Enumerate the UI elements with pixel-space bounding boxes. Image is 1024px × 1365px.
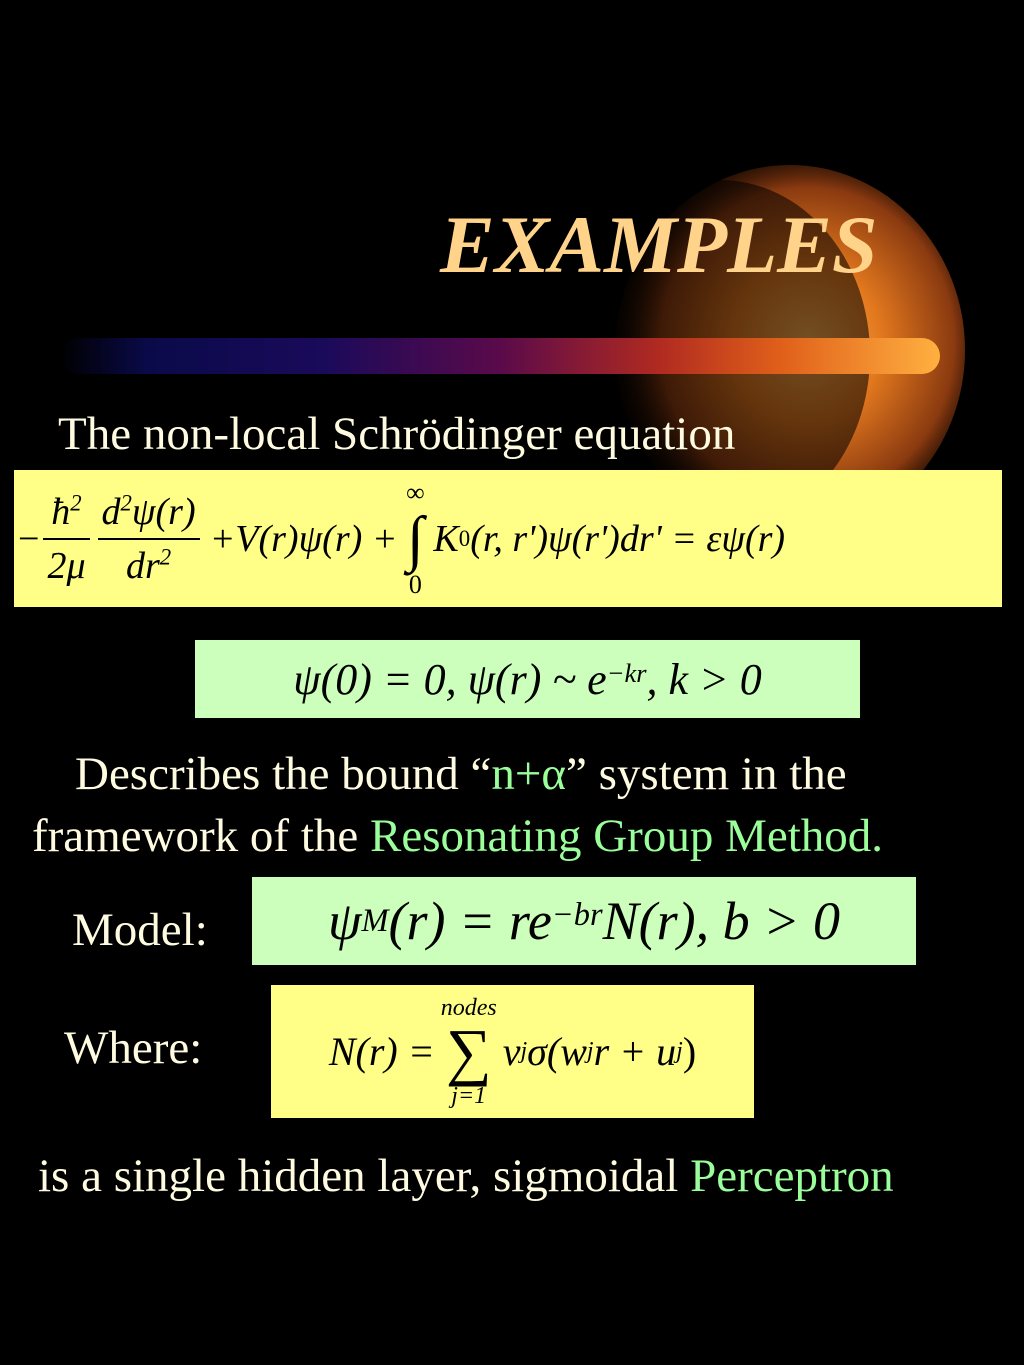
model-exponent: −br bbox=[551, 896, 603, 933]
boundary-conditions bbox=[195, 640, 860, 718]
schrodinger-equation bbox=[14, 470, 1002, 607]
r-plus-u: r + u bbox=[593, 1029, 677, 1074]
closing-line bbox=[38, 1148, 894, 1204]
sum-lower-limit: j=1 bbox=[451, 1082, 487, 1109]
subtitle: The non-local Schrödinger equation bbox=[58, 408, 736, 460]
eq-rest: (r, r')ψ(r')dr' = εψ(r) bbox=[470, 517, 786, 560]
eq-middle: +V(r)ψ(r) + bbox=[209, 517, 398, 560]
boundary-part2: , k > 0 bbox=[646, 654, 762, 704]
integral-upper-limit: ∞ bbox=[406, 477, 425, 507]
model-label: Model: bbox=[72, 904, 208, 956]
model-psi-subscript: M bbox=[361, 902, 389, 939]
description-line-2 bbox=[32, 808, 883, 864]
where-lhs: N(r) = bbox=[328, 1029, 435, 1074]
perceptron-equation bbox=[271, 985, 754, 1118]
model-part1: (r) = re bbox=[388, 891, 552, 951]
d: d bbox=[101, 490, 121, 533]
two-mu: 2μ bbox=[47, 544, 86, 587]
kernel: K bbox=[433, 517, 459, 560]
sum-upper-limit: nodes bbox=[440, 994, 497, 1021]
description-text-a: Describes the bound “ bbox=[75, 748, 492, 800]
kernel-subscript: 0 bbox=[458, 525, 471, 551]
index-j-2: j bbox=[586, 1038, 594, 1064]
model-psi: ψ bbox=[327, 891, 362, 951]
summation bbox=[441, 995, 497, 1109]
description-text-d: framework of the bbox=[32, 810, 370, 862]
index-j-3: j bbox=[676, 1038, 683, 1064]
sigma: σ(w bbox=[527, 1029, 587, 1074]
closing-highlight-perceptron: Perceptron bbox=[690, 1150, 894, 1202]
model-equation bbox=[252, 877, 916, 965]
boundary-part1: ψ(0) = 0, ψ(r) ~ e bbox=[293, 654, 607, 704]
hbar: ħ bbox=[51, 490, 71, 533]
dr-exponent: 2 bbox=[159, 543, 172, 569]
decorative-bar bbox=[60, 338, 940, 374]
weight-v: v bbox=[502, 1029, 521, 1074]
psi-r: ψ(r) bbox=[131, 490, 196, 533]
d-exponent: 2 bbox=[120, 489, 132, 515]
boundary-exponent: −kr bbox=[606, 657, 647, 688]
integral bbox=[397, 479, 433, 599]
close-paren: ) bbox=[682, 1029, 697, 1074]
closing-text: is a single hidden layer, sigmoidal bbox=[38, 1150, 691, 1202]
description-text-c: ” system in the bbox=[566, 748, 847, 800]
slide-title: EXAMPLES bbox=[440, 199, 878, 290]
hbar-exponent: 2 bbox=[70, 489, 82, 515]
index-j-1: j bbox=[520, 1038, 528, 1064]
model-part2: N(r), b > 0 bbox=[602, 891, 841, 951]
eq-frac-derivative bbox=[98, 490, 200, 588]
sum-sign: ∑ bbox=[445, 1015, 492, 1087]
eq-minus: − bbox=[18, 517, 40, 560]
description-highlight-method: Resonating Group Method. bbox=[370, 810, 884, 862]
integral-sign: ∫ bbox=[406, 504, 424, 573]
where-label: Where: bbox=[64, 1022, 203, 1074]
description-highlight-system: n+α bbox=[491, 748, 566, 800]
description-line-1 bbox=[75, 746, 847, 802]
eq-frac-hbar bbox=[43, 490, 89, 588]
integral-lower-limit: 0 bbox=[408, 569, 422, 599]
dr: dr bbox=[125, 544, 160, 587]
